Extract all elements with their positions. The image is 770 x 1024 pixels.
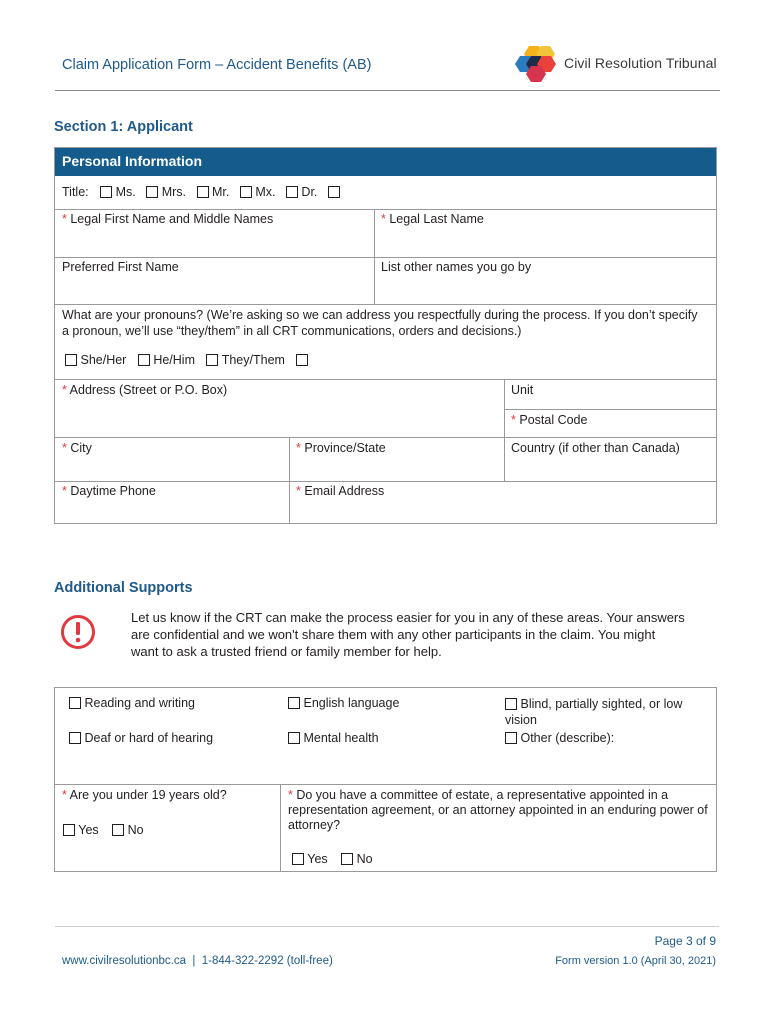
- supports-intro: Let us know if the CRT can make the process easier for you in any of these areas. Your answers are confidential and we won't share them with any other participants in the claim. You might want to ask a trusted friend or family member for help.: [131, 610, 685, 659]
- under19-label: Are you under 19 years old?: [69, 788, 227, 802]
- committee-label: Do you have a committee of estate, a representative appointed in a representation agreement, or an attorney appointed in an enduring power of attorney?: [288, 788, 708, 832]
- required-mark: *: [296, 441, 301, 455]
- legal-last-name-label: Legal Last Name: [389, 212, 484, 226]
- address-field[interactable]: [62, 383, 227, 397]
- required-mark: *: [288, 788, 293, 802]
- unit-field[interactable]: [511, 383, 533, 397]
- required-mark: *: [296, 484, 301, 498]
- form-title: Claim Application Form – Accident Benefits (AB): [62, 57, 372, 73]
- mental-label: Mental health: [303, 731, 379, 745]
- title-mrs-checkbox[interactable]: [146, 186, 158, 198]
- support-deaf: [69, 731, 213, 745]
- logo-text: Civil Resolution Tribunal: [564, 55, 717, 71]
- other-label: Other (describe):: [520, 731, 615, 745]
- title-row: [62, 185, 340, 199]
- title-mrs-label: Mrs.: [161, 185, 187, 199]
- pronoun-options: [65, 353, 308, 367]
- unit-label: Unit: [511, 383, 534, 397]
- committee-yes-checkbox[interactable]: [292, 853, 304, 865]
- email-field[interactable]: [296, 484, 384, 498]
- pronoun-she-checkbox[interactable]: [65, 354, 77, 366]
- pronoun-other-checkbox[interactable]: [296, 354, 308, 366]
- title-dr-label: Dr.: [301, 185, 318, 199]
- postal-code-field[interactable]: [511, 413, 587, 427]
- country-field[interactable]: [511, 441, 680, 455]
- committee-question: [288, 788, 708, 833]
- crt-logo: [515, 44, 561, 84]
- title-ms-label: Ms.: [115, 185, 136, 199]
- other-checkbox[interactable]: [505, 732, 517, 744]
- preferred-first-name-field[interactable]: [62, 260, 179, 274]
- required-mark: *: [62, 788, 67, 802]
- legal-last-name-field[interactable]: [381, 212, 484, 226]
- pronoun-he-label: He/Him: [153, 353, 195, 367]
- daytime-phone-label: Daytime Phone: [70, 484, 156, 498]
- blind-label: Blind, partially sighted, or low vision: [505, 697, 683, 727]
- page-number: Page 3 of 9: [654, 934, 716, 948]
- committee-no-checkbox[interactable]: [341, 853, 353, 865]
- crt-logo-icon: [515, 44, 561, 84]
- preferred-first-name-label: Preferred First Name: [62, 260, 179, 274]
- title-label: Title:: [62, 185, 89, 199]
- required-mark: *: [381, 212, 386, 226]
- email-label: Email Address: [304, 484, 385, 498]
- table-header: Personal Information: [55, 148, 716, 176]
- address-label: Address (Street or P.O. Box): [69, 383, 228, 397]
- city-label: City: [70, 441, 92, 455]
- support-english: [288, 696, 399, 710]
- pronoun-he-checkbox[interactable]: [138, 354, 150, 366]
- pronoun-she-label: She/Her: [80, 353, 127, 367]
- legal-first-name-field[interactable]: [62, 212, 273, 226]
- title-mr-label: Mr.: [211, 185, 230, 199]
- required-mark: *: [62, 484, 67, 498]
- title-mr-checkbox[interactable]: [197, 186, 209, 198]
- required-mark: *: [62, 441, 67, 455]
- title-mx-checkbox[interactable]: [240, 186, 252, 198]
- under19-no-checkbox[interactable]: [112, 824, 124, 836]
- deaf-checkbox[interactable]: [69, 732, 81, 744]
- committee-options: [292, 852, 373, 866]
- country-label: Country (if other than Canada): [511, 441, 680, 455]
- english-label: English language: [303, 696, 400, 710]
- postal-code-label: Postal Code: [519, 413, 588, 427]
- alert-icon: [60, 614, 96, 650]
- form-version: Form version 1.0 (April 30, 2021): [555, 955, 716, 967]
- reading-label: Reading and writing: [84, 696, 195, 710]
- under19-yes-checkbox[interactable]: [63, 824, 75, 836]
- pronoun-they-label: They/Them: [221, 353, 285, 367]
- supports-heading: Additional Supports: [54, 580, 193, 596]
- under19-yes-label: Yes: [78, 823, 99, 837]
- other-names-field[interactable]: [381, 260, 531, 274]
- title-other-checkbox[interactable]: [328, 186, 340, 198]
- title-mx-label: Mx.: [255, 185, 276, 199]
- pronoun-they-checkbox[interactable]: [206, 354, 218, 366]
- under19-options: [63, 823, 144, 837]
- daytime-phone-field[interactable]: [62, 484, 156, 498]
- footer-divider: [55, 926, 719, 927]
- reading-checkbox[interactable]: [69, 697, 81, 709]
- footer-contact: www.civilresolutionbc.ca | 1-844-322-2292 (toll-free): [62, 955, 333, 967]
- under19-question: [62, 788, 227, 802]
- section-heading: Section 1: Applicant: [54, 119, 193, 135]
- under19-no-label: No: [127, 823, 144, 837]
- support-other: [505, 731, 614, 745]
- other-names-label: List other names you go by: [381, 260, 532, 274]
- support-blind: [505, 696, 705, 728]
- required-mark: *: [62, 212, 67, 226]
- english-checkbox[interactable]: [288, 697, 300, 709]
- city-field[interactable]: [62, 441, 92, 455]
- committee-yes-label: Yes: [307, 852, 328, 866]
- committee-no-label: No: [356, 852, 373, 866]
- pronouns-question: What are your pronouns? (We’re asking so we can address you respectfully during the process. If you don’t specify a pronoun, we’ll use “they/them” in all CRT communications, orders and decisions.): [62, 308, 698, 338]
- required-mark: *: [62, 383, 67, 397]
- legal-first-name-label: Legal First Name and Middle Names: [70, 212, 274, 226]
- title-ms-checkbox[interactable]: [100, 186, 112, 198]
- mental-checkbox[interactable]: [288, 732, 300, 744]
- required-mark: *: [511, 413, 516, 427]
- header-divider: [55, 90, 720, 91]
- support-reading: [69, 696, 195, 710]
- title-dr-checkbox[interactable]: [286, 186, 298, 198]
- deaf-label: Deaf or hard of hearing: [84, 731, 214, 745]
- province-field[interactable]: [296, 441, 386, 455]
- blind-checkbox[interactable]: [505, 698, 517, 710]
- support-mental: [288, 731, 379, 745]
- province-label: Province/State: [304, 441, 386, 455]
